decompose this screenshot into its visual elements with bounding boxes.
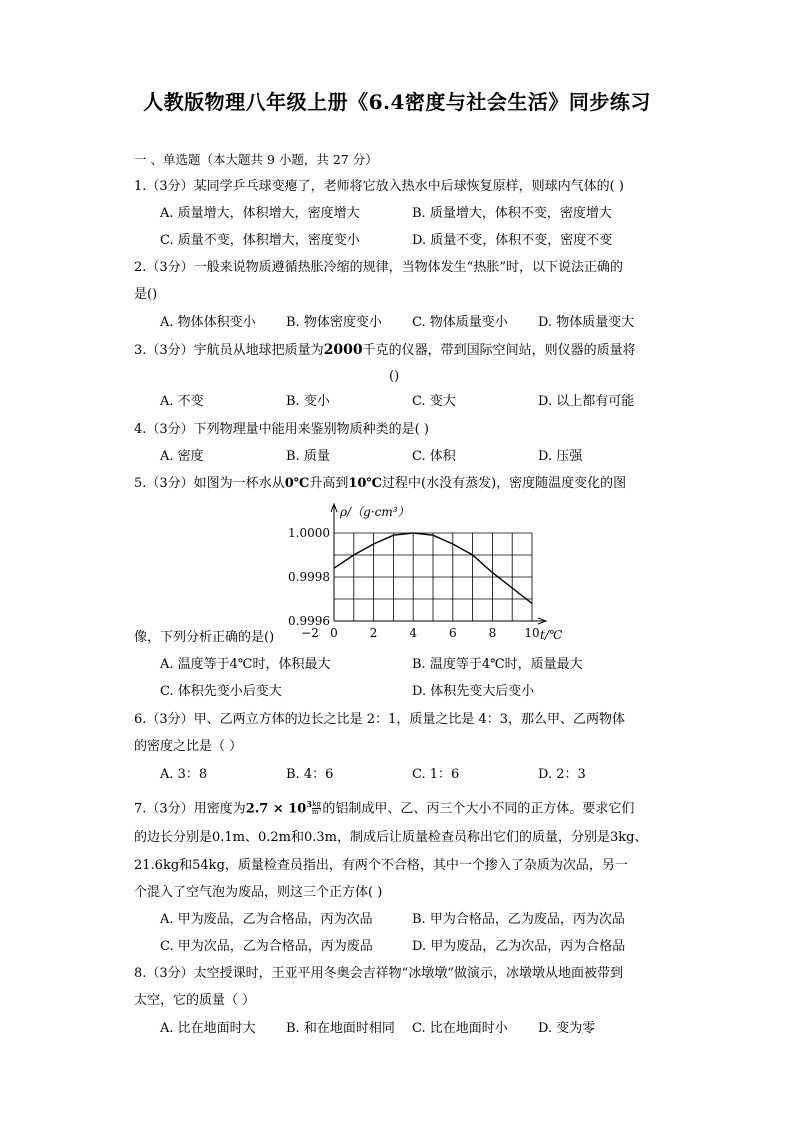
question-4-option-b: B. 质量	[286, 449, 330, 464]
chart-tick-labels	[288, 526, 540, 640]
chart-x-axis-label: t/℃	[540, 628, 563, 642]
question-6-option-a: A. 3：8	[160, 767, 208, 782]
question-5-option-b: B. 温度等于4℃时，质量最大	[412, 657, 583, 672]
x-tick-label: 2	[369, 626, 378, 640]
question-2-option-a: A. 物体体积变小	[160, 315, 256, 330]
question-7-stem-line2: 的边长分别是0.1m、0.2m和0.3m，制成后让质量检查员称出它们的质量，分别是3kg、	[134, 830, 648, 845]
question-6-option-d: D. 2：3	[538, 767, 586, 782]
page-title: 人教版物理八年级上册《6.4密度与社会生活》同步练习	[143, 90, 651, 114]
question-3-stem-line1	[134, 341, 636, 360]
question-5-option-d: D. 体积先变大后变小	[412, 684, 535, 699]
chart-svg	[282, 500, 582, 648]
x-tick-label: 4	[409, 626, 418, 640]
question-6-option-c: C. 1：6	[412, 767, 460, 782]
question-1-option-b: B. 质量增大，体积不变，密度增大	[412, 206, 612, 221]
question-2-option-c: C. 物体质量变小	[412, 315, 508, 330]
question-5-start-temp: 0℃	[284, 476, 310, 491]
question-3-mass-value: 2000	[323, 342, 363, 358]
question-4-option-a: A. 密度	[160, 449, 204, 464]
question-1-option-d: D. 质量不变，体积不变，密度不变	[412, 233, 613, 248]
question-3-stem-pre: 3.（3分）宇航员从地球把质量为	[134, 343, 324, 358]
chart-y-axis-label: ρ/（g·cm³）	[340, 505, 410, 519]
question-6-option-b: B. 4：6	[286, 767, 334, 782]
question-7-unit-denominator: m³	[311, 808, 322, 817]
question-8-stem-line2: 太空，它的质量（ ）	[134, 993, 256, 1008]
question-8-option-a: A. 比在地面时大	[160, 1021, 256, 1036]
chart-grid	[334, 533, 532, 621]
question-5-end-temp: 10℃	[348, 476, 382, 491]
question-5-stem-mid: 升高到	[309, 476, 349, 491]
question-3-option-d: D. 以上都有可能	[538, 394, 635, 409]
question-7-stem-line1	[134, 795, 634, 818]
question-4-option-d: D. 压强	[538, 449, 583, 464]
question-7-stem-post: 的铝制成甲、乙、丙三个大小不同的正方体。要求它们	[322, 801, 635, 817]
question-7-option-c: C. 甲为次品，乙为合格品，丙为废品	[160, 939, 373, 954]
question-8-option-d: D. 变为零	[538, 1021, 596, 1036]
question-8-option-c: C. 比在地面时小	[412, 1021, 508, 1036]
question-7-density-unit	[312, 801, 321, 816]
question-7-density-base: 2.7 × 10	[245, 801, 307, 817]
question-7-unit-numerator: kg	[312, 800, 322, 809]
question-2-option-d: D. 物体质量变大	[538, 315, 635, 330]
question-6-stem-line1: 6.（3分）甲、乙两立方体的边长之比是 2：1，质量之比是 4：3，那么甲、乙两物体	[134, 712, 626, 727]
question-4-stem: 4.（3分）下列物理量中能用来鉴别物质种类的是( )	[134, 422, 429, 437]
question-1-option-a: A. 质量增大，体积增大，密度增大	[160, 206, 360, 221]
question-3-stem-line2: ()	[389, 369, 400, 384]
question-5-option-a: A. 温度等于4℃时，体积最大	[160, 657, 331, 672]
y-tick-label: 0.9998	[288, 570, 330, 584]
question-1-option-c: C. 质量不变，体积增大，密度变小	[160, 233, 360, 248]
question-5-stem-pre: 5.（3分）如图为一杯水从	[134, 476, 285, 491]
question-2-stem-line2: 是()	[134, 287, 158, 302]
question-7-option-a: A. 甲为废品，乙为合格品，丙为次品	[160, 912, 373, 927]
density-temperature-chart	[282, 500, 582, 648]
question-3-stem-post: 千克的仪器，带到国际空间站，则仪器的质量将	[362, 343, 636, 358]
question-3-option-a: A. 不变	[160, 394, 204, 409]
question-5-stem-line2: 像，下列分析正确的是()	[134, 630, 275, 645]
y-tick-label: 1.0000	[288, 526, 330, 540]
question-1-stem: 1.（3分）某同学乒乓球变瘪了，老师将它放入热水中后球恢复原样，则球内气体的( )	[134, 179, 624, 194]
question-5-option-c: C. 体积先变小后变大	[160, 684, 282, 699]
question-5-stem-post: 过程中(水没有蒸发)，密度随温度变化的图	[382, 476, 627, 491]
question-7-option-b: B. 甲为合格品，乙为废品，丙为次品	[412, 912, 625, 927]
question-8-option-b: B. 和在地面时相同	[286, 1021, 395, 1036]
x-tick-label: 10	[524, 626, 540, 640]
question-7-stem-line3: 21.6kg和54kg，质量检查员指出，有两个不合格，其中一个掺入了杂质为次品，另一	[134, 858, 628, 873]
y-tick-label: 0.9996	[288, 614, 330, 628]
question-3-option-c: C. 变大	[412, 394, 456, 409]
question-8-stem-line1: 8.（3分）太空授课时，王亚平用冬奥会吉祥物“冰墩墩”做演示，冰墩墩从地面被带到	[134, 966, 623, 981]
question-5-stem-line1	[134, 475, 626, 493]
x-tick-label: 0	[330, 626, 338, 640]
x-tick-label: −2	[301, 626, 319, 640]
question-7-density-exponent: 3	[306, 799, 312, 809]
question-3-option-b: B. 变小	[286, 394, 330, 409]
section-heading: 一 、单选题（本大题共 9 小题，共 27 分）	[134, 152, 378, 167]
question-7-stem-line4: 个混入了空气泡为废品，则这三个正方体( )	[134, 885, 383, 900]
question-2-stem-line1: 2.（3分）一般来说物质遵循热胀冷缩的规律，当物体发生“热胀”时，以下说法正确的	[134, 260, 623, 275]
question-4-option-c: C. 体积	[412, 449, 456, 464]
question-7-stem-pre: 7.（3分）用密度为	[134, 801, 246, 817]
question-6-stem-line2: 的密度之比是（ ）	[134, 739, 243, 754]
chart-axes	[331, 504, 546, 624]
x-tick-label: 6	[448, 626, 457, 640]
question-7-option-d: D. 甲为废品，乙为次品，丙为合格品	[412, 939, 626, 954]
x-tick-label: 8	[488, 626, 497, 640]
question-2-option-b: B. 物体密度变小	[286, 315, 382, 330]
